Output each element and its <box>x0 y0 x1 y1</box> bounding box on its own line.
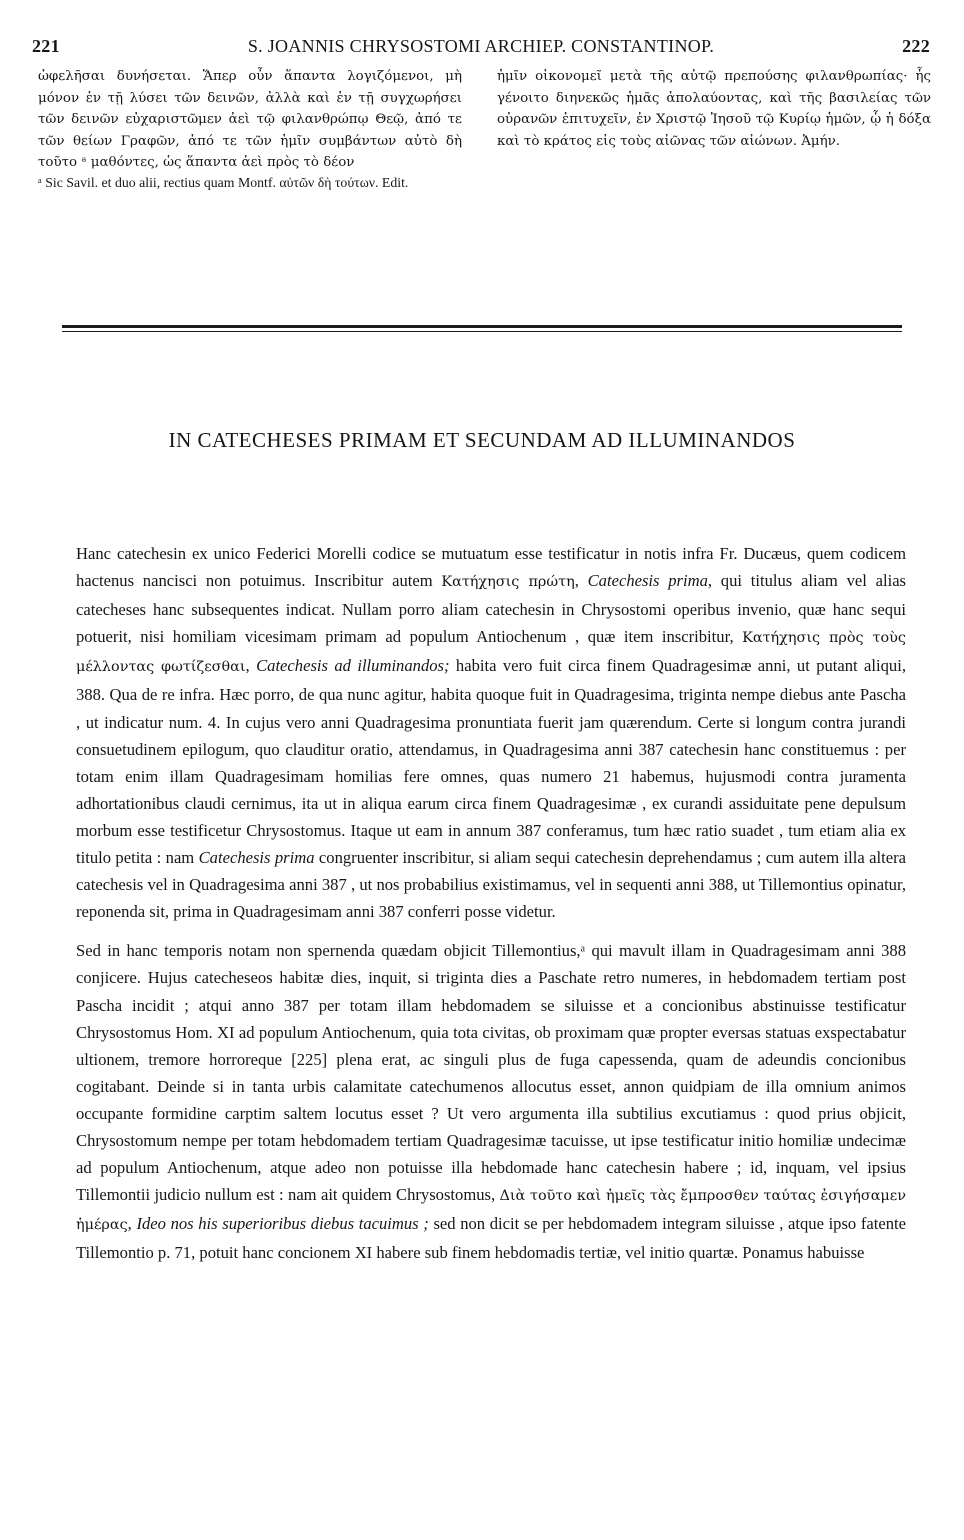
italic-term: Ideo nos his superioribus diebus tacuimus ; <box>136 1214 429 1234</box>
page-number-left: 221 <box>32 36 60 56</box>
section-divider-thin <box>62 331 902 332</box>
page-number-right: 222 <box>902 36 930 56</box>
paragraph-2 <box>76 937 906 1266</box>
section-divider-thick <box>62 325 902 328</box>
italic-term: Catechesis ad illuminandos; <box>256 656 450 676</box>
text-run: , qui titulus aliam vel alias catecheses hanc subsequentes indicat. Nullam porro aliam catechesin in Chrysostomi operibus invenio, quæ hanc sequi potuerit, nisi homiliam vicesimam primam ad populum Antiochenum , quæ item inscribitur, <box>76 571 907 647</box>
greek-quote: Κατήχησις πρώτη <box>441 574 575 591</box>
text-run: , <box>245 656 257 676</box>
greek-column-right <box>497 66 931 152</box>
text-run: habita vero fuit circa finem Quadragesimæ anni, ut putant aliqui, 388. Qua de re infra. Hæc porro, de qua nunc agitur, habita quoque fuit in Quadragesima, triginta nempe diebus ante Pascha , ut indicatur num. 4. In cujus vero anni Quadragesima pronuntiata fuerit jam quærendum. Certe si longum contra jurandi consuetudinem epilogum, quo clauditur oratio, attendamus, in Quadragesima anni 387 catechesin hanc constituemus : per totam enim illam Quadragesimam homilias fere omnes, quas numero 21 habemus, hujusmodi contra juramenta adhortationibus claudi cernimus, ita ut in aliqua earum circa finem Quadragesimæ , ex curandi assiduitate pene depulsum morbum esse testificetur Chrysostomus. Itaque ut eam in annum 387 conferamus, tum hæc ratio suadet , tum etiam alia ex titulo petita : nam <box>76 656 906 868</box>
italic-term: Catechesis prima <box>198 848 315 868</box>
text-run: congruenter inscribitur, si aliam sequi catechesin deprehendamus ; cum autem illa altera catechesis vel in Quadragesima anni 387 , ut nos probabilius existimamus, vel in sequenti anni 388, ut Tillemontius opinatur, reponenda sit, prima in Quadragesimam anni 387 conferri posse videtur. <box>76 848 906 922</box>
greek-quote: Κατήχησις πρὸς τοὺς μέλλοντας φωτίζεσθαι <box>76 630 906 676</box>
text-run: sed non dicit se per hebdomadem integram siluisse , atque ipso fatente Tillemontio p. 71, potuit hanc concionem XI habere sub finem hebdomadis tertiæ, vel initio quartæ. Ponamus habuisse <box>76 1214 907 1263</box>
greek-column-left <box>38 66 462 192</box>
latin-body <box>76 540 906 1266</box>
text-run: , <box>574 571 588 591</box>
footnote: ᵃ Sic Savil. et duo alii, rectius quam Montf. αὐτῶν δὴ τούτων. Edit. <box>38 174 409 190</box>
greek-text-right: ἡμῖν οἰκονομεῖ μετὰ τῆς αὐτῷ πρεπούσης φιλανθρωπίας· ἧς γένοιτο διηνεκῶς ἡμᾶς ἀπολαύοντας, καὶ τῆς βασιλείας τῶν οὐρανῶν ἐπιτυχεῖν, ἐν Χριστῷ Ἰησοῦ τῷ Κυρίῳ ἡμῶν, ᾧ ἡ δόξα καὶ τὸ κράτος εἰς τοὺς αἰῶνας τῶν αἰώνων. Ἀμήν. <box>497 69 931 149</box>
italic-term: Catechesis prima <box>587 571 708 591</box>
text-run: , <box>127 1214 137 1234</box>
greek-text-left: ὠφελῆσαι δυνήσεται. Ἅπερ οὖν ἅπαντα λογιζόμενοι, μὴ μόνον ἐν τῇ λύσει τῶν δεινῶν, ἀλλὰ καὶ ἐν τῇ συγχωρήσει τῶν δεινῶν εὐχαριστῶμεν ἀεὶ τῷ φιλανθρώπῳ Θεῷ, ἀπό τε τῶν θείων Γραφῶν, ἀπό τε τῶν ἡμῖν συμβάντων αὐτὸ δὴ τοῦτο ᵃ μαθόντες, ὡς ἅπαντα ἀεὶ πρὸς τὸ δέον <box>38 69 462 171</box>
running-head <box>32 36 930 60</box>
section-title: IN CATECHESES PRIMAM ET SECUNDAM AD ILLUMINANDOS <box>168 428 796 452</box>
paragraph-1 <box>76 540 906 925</box>
running-title: S. JOANNIS CHRYSOSTOMI ARCHIEP. CONSTANTINOP. <box>247 36 715 56</box>
text-run: Sed in hanc temporis notam non spernenda quædam objicit Tillemontius,ᵃ qui mavult illam in Quadragesimam anni 388 conjicere. Hujus catecheseos habitæ dies, inquit, si triginta dies a Paschate retro numeres, in hebdomadem tertiam post Pascha incidit ; atqui anno 387 per totam illam hebdomadem se siluisse et a concionibus abstinuisse testificatur Chrysostomus Hom. XI ad populum Antiochenum, quia tota civitas, ob proximam quæ propter eversas statuas exspectabatur ultionem, tremore horroreque [225] plena erat, ac singuli plus de fuga capessenda, quam de adeundis concionibus cogitabant. Deinde si in tanta urbis calamitate catechumenos allocutus esset, annon quidpiam de illa omnium animos occupante formidine carptim saltem locutus esset ? Ut vero argumenta illa subtilius excutiamus : quod prius objicit, Chrysostomum nempe per totam hebdomadem tertiam Quadragesimæ tacuisse, ut ipse testificatur initio homiliæ undecimæ ad populum Antiochenum, atque adeo non potuisse illa hebdomade hanc catechesin habere ; id, inquam, vel ipsius Tillemontii judicio nullum est : nam ait quidem Chrysostomus, <box>76 941 906 1205</box>
text-run: Hanc catechesin ex unico Federici Morelli codice se mutuatum esse testificatur in notis infra Fr. Ducæus, quem codicem hactenus nancisci non potuimus. Inscribitur autem <box>76 544 906 591</box>
greek-quote: Διὰ τοῦτο καὶ ἡμεῖς τὰς ἔμπροσθεν ταύτας ἐσιγήσαμεν ἡμέρας <box>76 1188 906 1234</box>
